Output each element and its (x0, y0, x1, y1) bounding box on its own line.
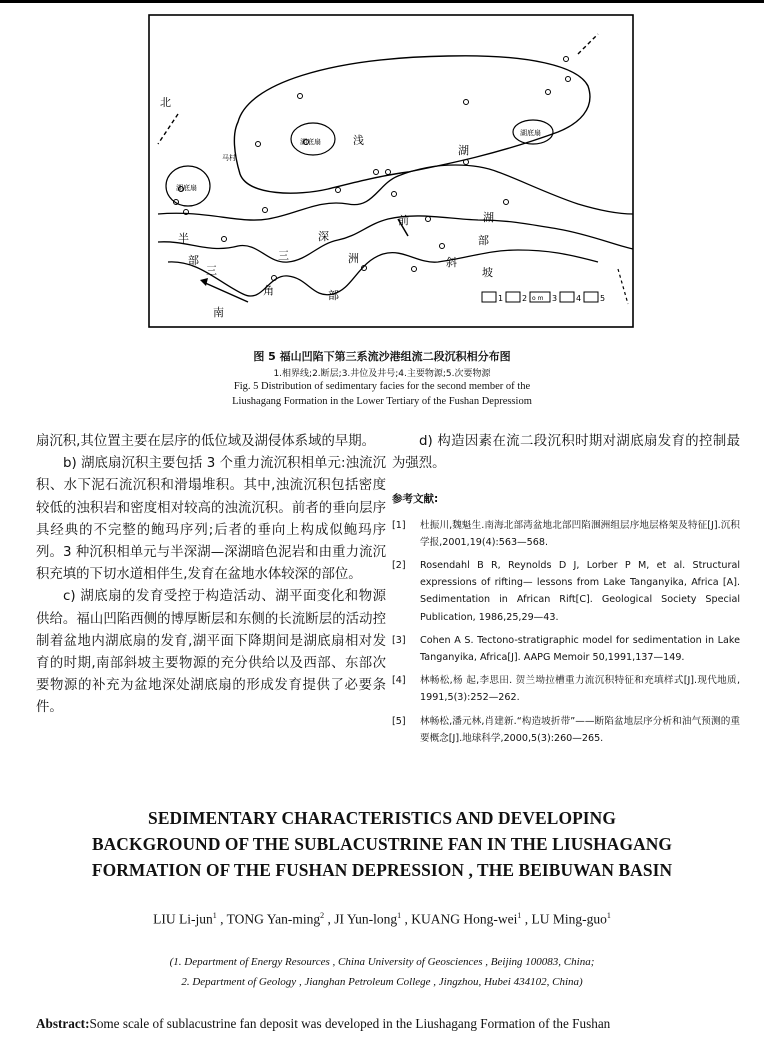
svg-text:2: 2 (522, 294, 528, 303)
label-qian: 浅 (353, 134, 364, 147)
abstract: Abstract:Some scale of sublacustrine fan deposit was developed in the Liushagang Formation of the Fushan (36, 1016, 611, 1031)
reference-item: [1] 杜振川,魏魁生.南海北部湾盆地北部凹陷涠洲组层序地层格架及特征[J].沉积学报,2001,19(4):563—568. (392, 519, 740, 548)
svg-text:4: 4 (576, 294, 582, 303)
label-deep: 深 (318, 230, 329, 243)
paper-title-line-3: FORMATION OF THE FUSHAN DEPRESSION , THE BEIBUWAN BASIN (91, 860, 673, 880)
label-bu3: 部 (478, 234, 489, 247)
label-xie: 斜 (446, 256, 457, 269)
svg-text:1: 1 (498, 294, 504, 303)
affiliation-1: (1. Department of Energy Resources , China University of Geosciences , Beijing 100083, China; (169, 956, 595, 968)
abstract-label: Abstract (36, 1016, 86, 1031)
reference-item: [2] Rosendahl B R, Reynolds D J, Lorber P M, et al. Structural expressions of rifting— lessons from Lake Tanganyika, Africa [A]. Sedimentation in African Rift[C]. Geological Society Special Publication, 1986,25,29—43. (392, 560, 740, 623)
references-heading: 参考文献: (392, 493, 439, 506)
paragraph-b: b) 湖底扇沉积主要包括 3 个重力流沉积相单元:浊流沉积、水下泥石流沉积和滑塌堆积。其中,浊流沉积包括密度较低的浊积岩和密度相对较高的浊流沉积。前者的垂向层序具经典的不完整的鲍玛序列;后者的垂向上构成似鲍玛序列。3 种沉积相单元与半深湖—深湖暗色泥岩和由重力流沉积充填的下切水道相伴生,发育在盆地水体较深的部位。 (36, 456, 386, 583)
label-bei: 北 (160, 96, 171, 109)
label-qian2: 前 (398, 214, 409, 227)
svg-text:3: 3 (552, 294, 558, 303)
svg-text:湖底扇: 湖底扇 (176, 184, 197, 192)
label-nan: 南 (213, 306, 224, 319)
page-top-rule (0, 0, 764, 3)
left-column (36, 431, 386, 720)
svg-text:湖底扇: 湖底扇 (300, 138, 321, 146)
label-jiao: 角 (263, 284, 274, 297)
paragraph-1: 扇沉积,其位置主要在层序的低位域及湖侵体系域的早期。 (36, 434, 376, 449)
svg-text:马村: 马村 (222, 154, 236, 162)
author-list: LIU Li-jun$^1$ , TONG Yan-ming$^2$ , JI Yun-long$^1$ , KUANG Hong-wei$^1$ , LU Ming-guo$^1$ (153, 911, 611, 927)
label-san2: 三 (206, 264, 217, 277)
label-bu2: 部 (328, 289, 339, 302)
figure-caption-en-1: Fig. 5 Distribution of sedimentary facies for the second member of the (233, 381, 531, 392)
paragraph-d: d) 构造因素在流二段沉积时期对湖底扇发育的控制最为强烈。 (392, 434, 740, 472)
label-zhou: 洲 (348, 252, 359, 265)
figure-caption-cn: 图 5 福山凹陷下第三系流沙港组流二段沉积相分布图 (253, 350, 511, 363)
label-ban: 半 (178, 232, 189, 245)
sedimentary-facies-map (148, 14, 634, 328)
paper-title-line-1: SEDIMENTARY CHARACTERISTICS AND DEVELOPING (148, 808, 616, 828)
label-hu: 湖 (458, 144, 469, 157)
reference-item: [4] 林畅松,杨 起,李思田. 贺兰坳拉槽重力流沉积特征和充填样式[J].现代地质, 1991,5(3):252—262. (392, 675, 740, 704)
label-po: 坡 (482, 266, 493, 279)
label-hu2: 湖 (483, 211, 494, 224)
figure-caption-en-2: Liushagang Formation in the Lower Tertiary of the Fushan Depressiom (232, 396, 532, 407)
label-bu: 部 (188, 254, 199, 267)
paper-title-line-2: BACKGROUND OF THE SUBLACUSTRINE FAN IN THE LIUSHAGANG (91, 834, 673, 854)
svg-text:湖底扇: 湖底扇 (520, 129, 541, 137)
figure-legend-cn: 1.相界线;2.断层;3.井位及井号;4.主要物源;5.次要物源 (273, 369, 491, 379)
affiliation-2: 2. Department of Geology , Jianghan Petroleum College , Jingzhou, Hubei 434102, China) (181, 976, 583, 988)
right-column (392, 431, 740, 753)
svg-text:5: 5 (600, 294, 606, 303)
svg-text:o m: o m (532, 295, 544, 302)
abstract-text: Some scale of sublacustrine fan deposit was developed in the Liushagang Formation of the Fushan (89, 1016, 611, 1031)
reference-item: [3] Cohen A S. Tectono-stratigraphic model for sedimentation in Lake Tanganyika, Africa[J]. AAPG Memoir 50,1991,137—149. (392, 634, 740, 664)
reference-item: [5] 林畅松,潘元林,肖建新.“构造坡折带”——断陷盆地层序分析和油气预测的重要概念[J].地球科学,2000,5(3):260—265. (392, 715, 740, 744)
map-frame (149, 15, 633, 327)
label-san: 三 (278, 249, 289, 262)
paragraph-c: c) 湖底扇的发育受控于构造活动、湖平面变化和物源供给。福山凹陷西侧的博厚断层和东侧的长流断层的活动控制着盆地内湖底扇的发育,湖平面下降期间是湖底扇相对发育的时期,南部斜坡主要物源的充分供给以及西部、东部次要物源的补充为盆地深处湖底扇的形成发育提供了必要条件。 (36, 589, 386, 716)
